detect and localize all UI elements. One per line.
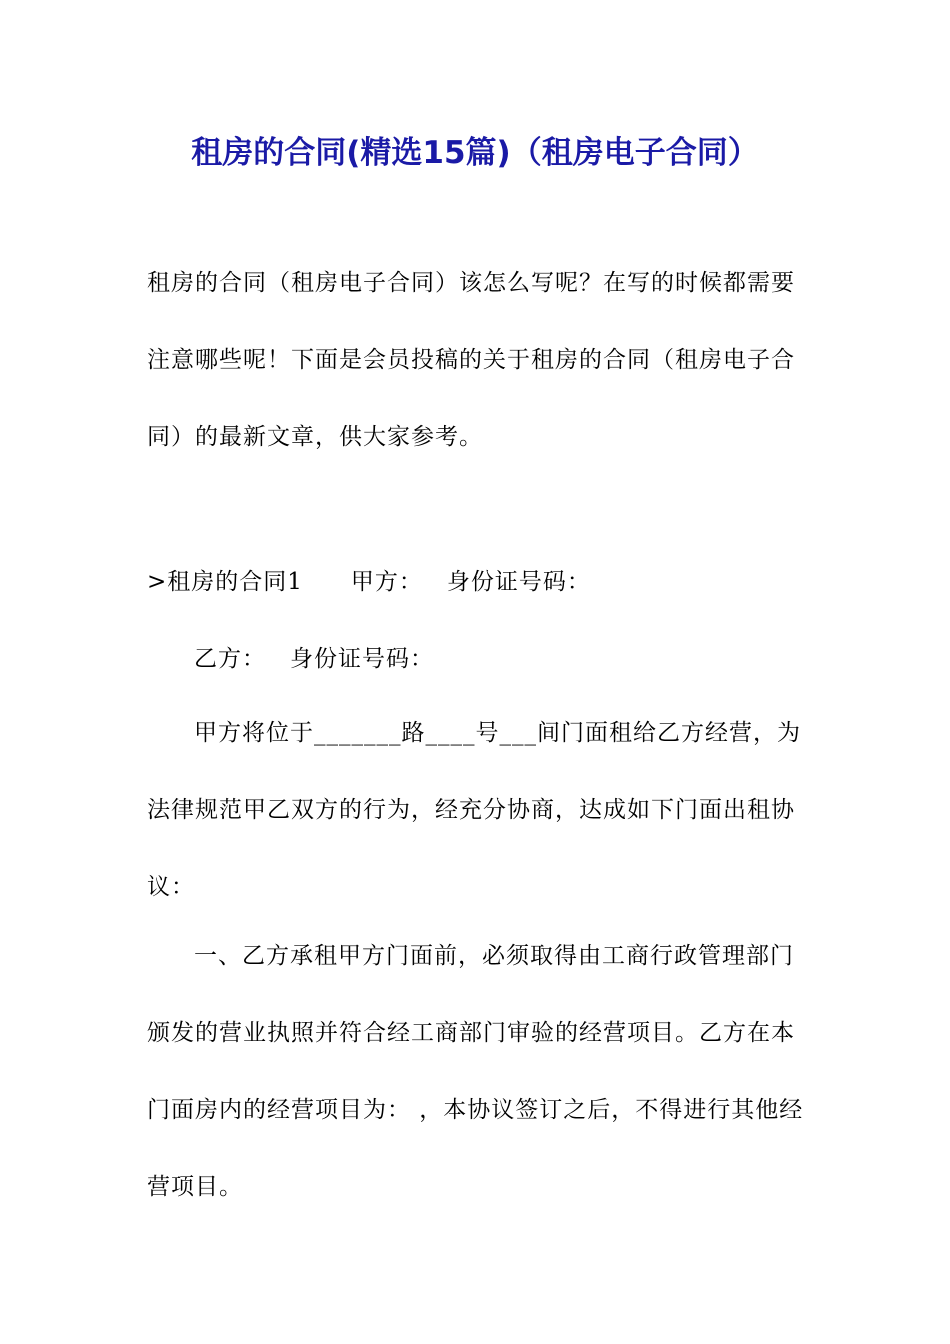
- party-b-label: 乙方：: [194, 646, 266, 672]
- intro-line: 同）的最新文章，供大家参考。: [147, 424, 483, 450]
- clause-intro-line: 法律规范甲乙双方的行为，经充分协商，达成如下门面出租协: [147, 797, 795, 823]
- clause-1-paragraph: [147, 918, 807, 1226]
- intro-line: 注意哪些呢！下面是会员投稿的关于租房的合同（租房电子合: [147, 347, 795, 373]
- document-title: 租房的合同(精选15篇)（租房电子合同）: [191, 135, 759, 171]
- party-b-line: [147, 621, 807, 698]
- clause-intro-line: 甲方将位于_______路____号___间门面租给乙方经营，为: [194, 720, 801, 746]
- clause-1-line: 一、乙方承租甲方门面前，必须取得由工商行政管理部门: [194, 943, 794, 969]
- party-a-id-label: 身份证号码：: [446, 569, 591, 595]
- clause-1-line: 营项目。: [147, 1174, 243, 1200]
- party-b-id-label: 身份证号码：: [290, 646, 434, 672]
- section-heading-line: [147, 544, 807, 621]
- intro-line: 租房的合同（租房电子合同）该怎么写呢？在写的时候都需要: [147, 270, 795, 296]
- clause-intro-paragraph: [147, 695, 807, 926]
- clause-1-line: 门面房内的经营项目为： ，本协议签订之后，不得进行其他经: [147, 1097, 804, 1123]
- intro-paragraph: [147, 245, 807, 476]
- clause-intro-line: 议：: [147, 874, 195, 900]
- clause-1-line: 颁发的营业执照并符合经工商部门审验的经营项目。乙方在本: [147, 1020, 795, 1046]
- section-heading: >租房的合同1: [147, 569, 303, 595]
- party-a-label: 甲方：: [350, 569, 423, 595]
